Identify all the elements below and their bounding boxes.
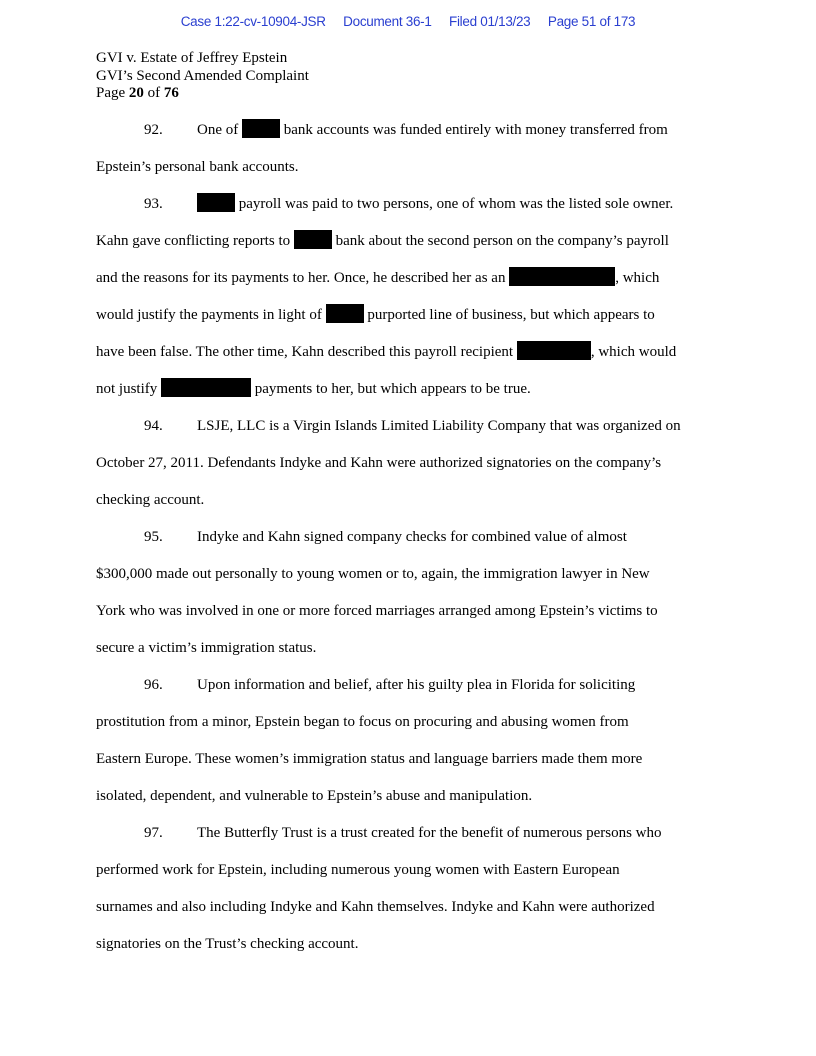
paragraph-text-line: isolated, dependent, and vulnerable to Epstein’s abuse and manipulation. — [96, 788, 533, 804]
redaction-box — [294, 230, 332, 249]
page-number: 20 — [128, 85, 144, 101]
paragraph-text-line: surnames and also including Indyke and Kahn themselves. Indyke and Kahn were authorized — [96, 899, 655, 915]
paragraph-number: 93. — [144, 196, 163, 212]
paragraph-text-line: and the reasons for its payments to her. Once, he described her as an , which — [96, 264, 720, 301]
redaction-box — [161, 378, 251, 397]
document-body — [96, 116, 720, 967]
case-caption: GVI v. Estate of Jeffrey Epstein — [96, 50, 288, 66]
document-title: GVI’s Second Amended Complaint — [96, 67, 309, 84]
paragraph-text-line: Eastern Europe. These women’s immigration status and language barriers made them more — [96, 751, 643, 767]
paragraph-number: 97. — [144, 825, 163, 841]
document-number: Document 36-1 — [343, 14, 432, 29]
page-total: 76 — [163, 85, 179, 101]
paragraph-number: 96. — [144, 677, 163, 693]
page-indicator: Page 20 of 76 — [96, 85, 179, 101]
paragraph-text-line: performed work for Epstein, including numerous young women with Eastern European — [96, 862, 620, 878]
paragraph-text-line: October 27, 2011. Defendants Indyke and Kahn were authorized signatories on the company’s — [96, 455, 662, 471]
paragraph-text-line: Epstein’s personal bank accounts. — [96, 159, 299, 175]
paragraph-96: 96. Upon information and belief, after his guilty plea in Florida for soliciting — [96, 671, 720, 708]
paragraph-92: 92. One of bank accounts was funded entirely with money transferred from — [96, 116, 720, 153]
case-number: Case 1:22-cv-10904-JSR — [180, 14, 326, 29]
paragraph-number: 95. — [144, 529, 163, 545]
paragraph-number: 92. — [144, 122, 163, 138]
paragraph-text-line: prostitution from a minor, Epstein began to focus on procuring and abusing women from — [96, 714, 629, 730]
paragraph-95: 95. Indyke and Kahn signed company checks for combined value of almost — [96, 523, 720, 560]
redaction-box — [197, 193, 235, 212]
paragraph-93: 93. payroll was paid to two persons, one of whom was the listed sole owner. — [96, 190, 720, 227]
paragraph-text-line: $300,000 made out personally to young women or to, again, the immigration lawyer in New — [96, 566, 650, 582]
stamp-page-count: Page 51 of 173 — [547, 14, 636, 29]
redaction-box — [517, 341, 591, 360]
court-filing-stamp — [0, 14, 816, 29]
filed-date: Filed 01/13/23 — [449, 14, 531, 29]
redaction-box — [242, 119, 280, 138]
paragraph-text-line: would justify the payments in light of purported line of business, but which appears to — [96, 301, 720, 338]
document-header — [96, 50, 309, 103]
paragraph-text-line: signatories on the Trust’s checking account. — [96, 936, 359, 952]
paragraph-number: 94. — [144, 418, 163, 434]
paragraph-97: 97. The Butterfly Trust is a trust created for the benefit of numerous persons who — [96, 819, 720, 856]
paragraph-text-line: have been false. The other time, Kahn described this payroll recipient , which would — [96, 338, 720, 375]
redaction-box — [509, 267, 615, 286]
paragraph-text-line: Kahn gave conflicting reports to bank about the second person on the company’s payroll — [96, 227, 720, 264]
paragraph-text-line: not justify payments to her, but which appears to be true. — [96, 375, 720, 412]
paragraph-text-line: secure a victim’s immigration status. — [96, 640, 317, 656]
paragraph-text-line: York who was involved in one or more forced marriages arranged among Epstein’s victims to — [96, 603, 658, 619]
redaction-box — [326, 304, 364, 323]
paragraph-94: 94. LSJE, LLC is a Virgin Islands Limited Liability Company that was organized on — [96, 412, 720, 449]
paragraph-text-line: checking account. — [96, 492, 205, 508]
